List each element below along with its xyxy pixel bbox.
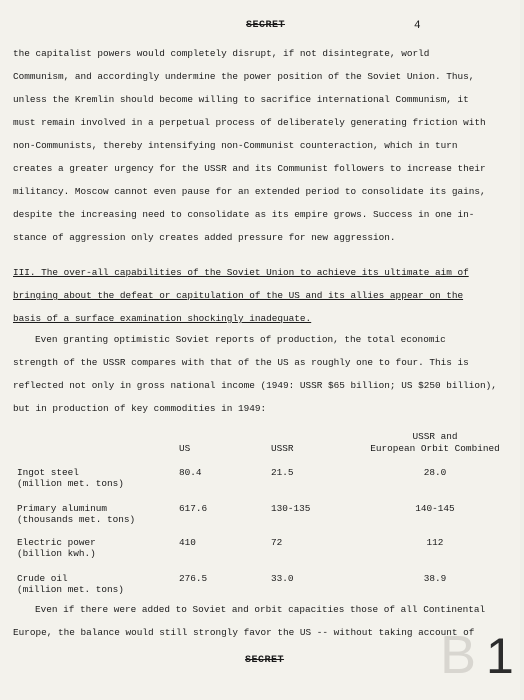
table-header-combined: USSR and European Orbit Combined <box>370 431 500 454</box>
table-row-label: Crude oil (million met. tons) <box>17 573 124 595</box>
body-line: III. The over-all capabilities of the Soviet Union to achieve its ultimate aim of <box>13 267 469 278</box>
body-line: unless the Kremlin should become willing to sacrifice international Communism, it <box>13 94 469 105</box>
body-line: despite the increasing need to consolidate as its empire grows. Success in one in- <box>13 209 475 220</box>
body-line: Communism, and accordingly undermine the power position of the Soviet Union. Thus, <box>13 71 475 82</box>
table-cell-us: 617.6 <box>179 503 208 514</box>
table-header-ussr: USSR <box>271 443 294 454</box>
table-cell-us: 276.5 <box>179 573 208 584</box>
table-row-label: Electric power (billion kwh.) <box>17 537 96 559</box>
closing-line: Europe, the balance would still strongly favor the US -- without taking account of <box>13 627 475 638</box>
body-line: reflected not only in gross national income (1949: USSR $65 billion; US $250 billion), <box>13 380 497 391</box>
table-cell-combined: 28.0 <box>423 467 447 478</box>
page-number: 4 <box>414 20 421 32</box>
table-row-label: Ingot steel (million met. tons) <box>17 467 124 489</box>
body-line: non-Communists, thereby intensifying non-Communist counteraction, which in turn <box>13 140 458 151</box>
body-line: basis of a surface examination shockingly inadequate. <box>13 313 312 324</box>
body-line: the capitalist powers would completely disrupt, if not disintegrate, world <box>13 48 430 59</box>
table-header-us: US <box>179 443 191 454</box>
table-cell-combined: 140-145 <box>415 503 455 514</box>
body-line: strength of the USSR compares with that of the US as roughly one to four. This is <box>13 357 469 368</box>
table-cell-ussr: 21.5 <box>271 467 294 478</box>
table-cell-combined: 112 <box>426 537 444 548</box>
closing-line: Even if there were added to Soviet and orbit capacities those of all Continental <box>35 604 486 615</box>
table-cell-ussr: 33.0 <box>271 573 294 584</box>
body-line: creates a greater urgency for the USSR and its Communist followers to increase their <box>13 163 486 174</box>
table-cell-us: 80.4 <box>179 467 202 478</box>
body-line: militancy. Moscow cannot even pause for an extended period to consolidate its gains, <box>13 186 486 197</box>
header-classification: SECRET <box>246 20 286 31</box>
footer-classification: SECRET <box>245 655 285 666</box>
closing-text <box>13 598 503 644</box>
b1-stamp: B1 <box>440 625 524 685</box>
body-line: stance of aggression only creates added pressure for new aggression. <box>13 232 396 243</box>
body-line: Even granting optimistic Soviet reports of production, the total economic <box>35 334 446 345</box>
table-cell-ussr: 130-135 <box>271 503 311 514</box>
table-row-label: Primary aluminum (thousands met. tons) <box>17 503 136 525</box>
body-line: but in production of key commodities in 1949: <box>13 403 267 414</box>
table-cell-combined: 38.9 <box>423 573 447 584</box>
table-cell-us: 410 <box>179 537 196 548</box>
body-text <box>13 42 503 420</box>
body-line: bringing about the defeat or capitulation of the US and its allies appear on the <box>13 290 464 301</box>
body-line: must remain involved in a perpetual process of deliberately generating friction with <box>13 117 486 128</box>
table-cell-ussr: 72 <box>271 537 283 548</box>
